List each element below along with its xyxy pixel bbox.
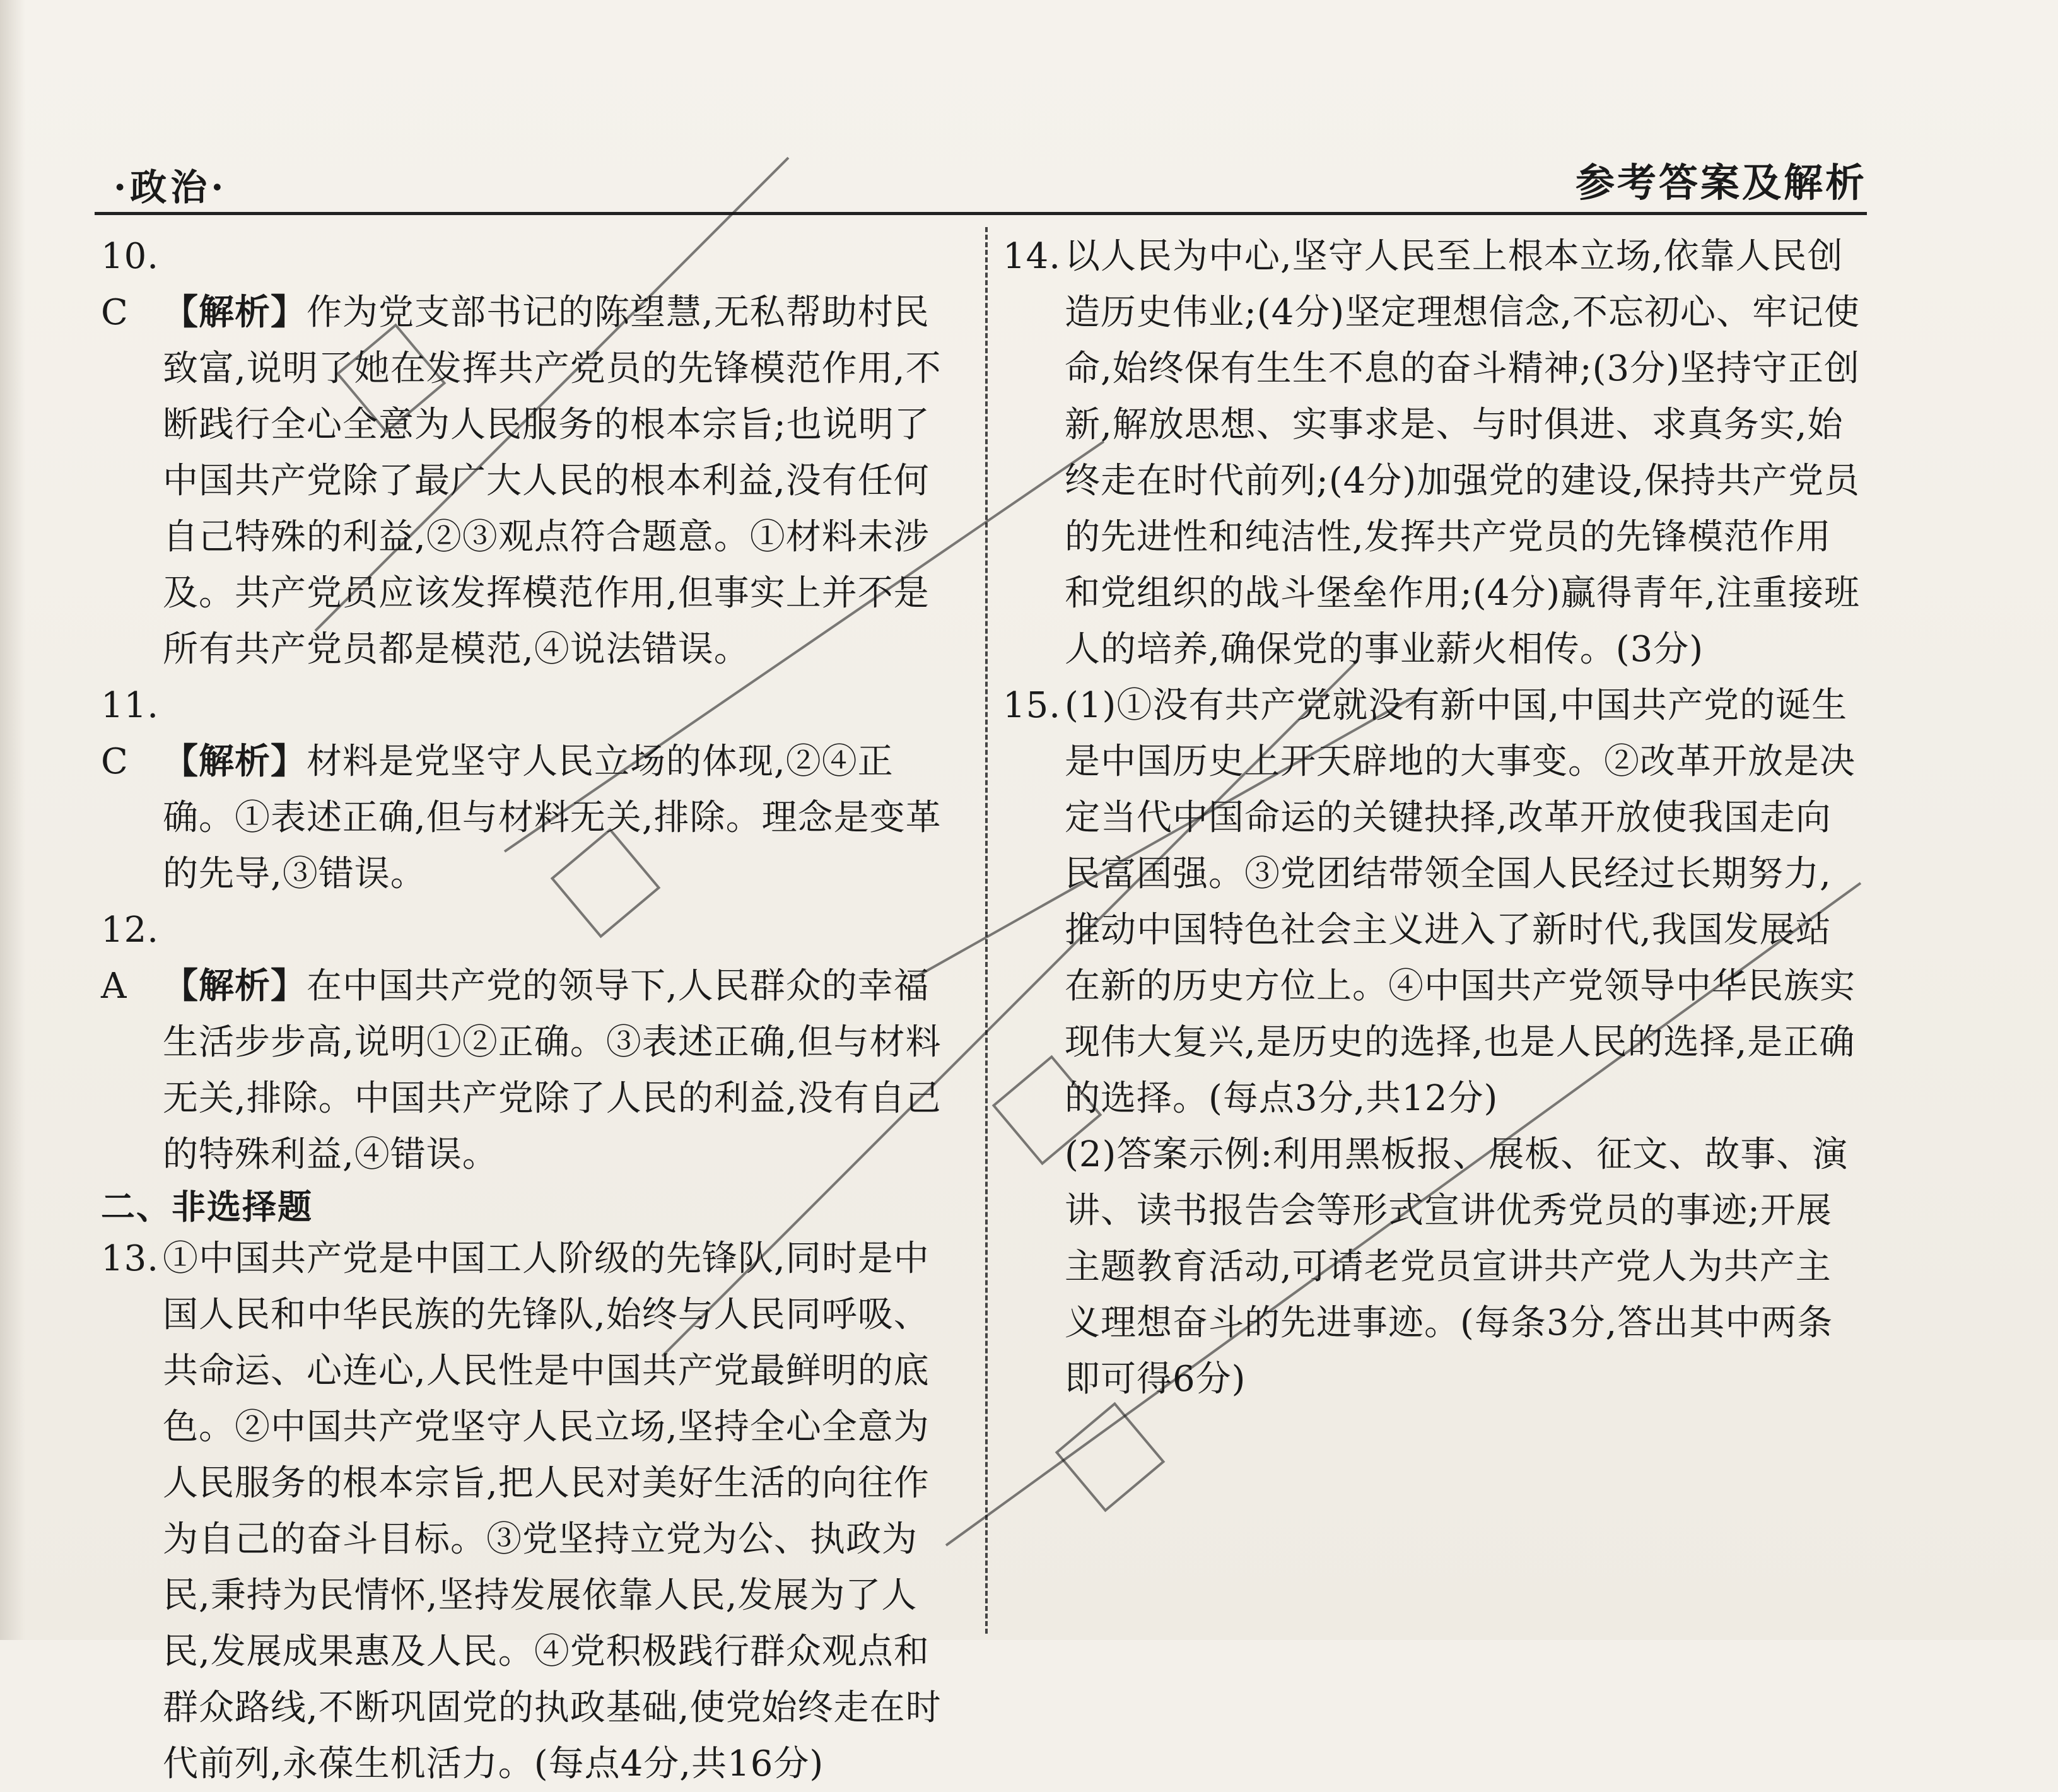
- question-number: 14.: [1003, 236, 1061, 277]
- answer-text: ①中国共产党是中国工人阶级的先锋队,同时是中国人民和中华民族的先锋队,始终与人民同呼吸、共命运、心连心,人民性是中国共产党最鲜明的底色。②中国共产党坚守人民立场,坚持全心全意为人民服务的根本宗旨,把人民对美好生活的向往作为自己的奋斗目标。③党坚持立党为公、执政为民,秉持为民情怀,坚持发展依靠人民,发展为了人民,发展成果惠及人民。④党积极践行群众观点和群众路线,不断巩固党的执政基础,使党始终走在时代前列,永葆生机活力。(每点4分,共16分): [163, 1238, 942, 1784]
- page-title: 参考答案及解析: [1575, 160, 1867, 206]
- subject-label: ·政治·: [114, 166, 228, 209]
- section-heading-nonchoice: 二、非选择题: [101, 1186, 313, 1227]
- left-column: [101, 228, 965, 1792]
- answer-13: [101, 1231, 965, 1792]
- question-number: 15.: [1003, 685, 1061, 726]
- answer-text: 材料是党坚守人民立场的体现,②④正确。①表述正确,但与材料无关,排除。理念是变革的先导,③错误。: [163, 741, 942, 894]
- answer-15-part1: [1003, 677, 1867, 1127]
- analysis-tag: 【解析】: [163, 741, 307, 782]
- page-header: [88, 158, 1867, 211]
- column-divider: [985, 227, 988, 1634]
- answer-12: [101, 902, 965, 1183]
- answer-text: 以人民为中心,坚守人民至上根本立场,依靠人民创造历史伟业;(4分)坚定理想信念,不忘初心、牢记使命,始终保有生生不息的奋斗精神;(3分)坚持守正创新,解放思想、实事求是、与时俱进、求真务实,始终走在时代前列;(4分)加强党的建设,保持共产党员的先进性和纯洁性,发挥共产党员的先锋模范作用和党组织的战斗堡垒作用;(4分)赢得青年,注重接班人的培养,确保党的事业薪火相传。(3分): [1065, 236, 1860, 670]
- answer-14: [1003, 228, 1867, 677]
- analysis-tag: 【解析】: [163, 291, 307, 333]
- answer-11: [101, 677, 965, 902]
- question-number: 13.: [101, 1238, 160, 1279]
- header-rule: [95, 212, 1867, 215]
- answer-text: (1)①没有共产党就没有新中国,中国共产党的诞生是中国历史上开天辟地的大事变。②改革开放是决定当代中国命运的关键抉择,改革开放使我国走向民富国强。③党团结带领全国人民经过长期努力,推动中国特色社会主义进入了新时代,我国发展站在新的历史方位上。④中国共产党领导中华民族实现伟大复兴,是历史的选择,也是人民的选择,是正确的选择。(每点3分,共12分): [1065, 685, 1856, 1119]
- question-number: 12.A: [101, 910, 160, 1007]
- page-edge-shadow: [0, 0, 25, 1640]
- question-number: 10.C: [101, 236, 160, 333]
- answer-15-part2: (2)答案示例:利用黑板报、展板、征文、故事、演讲、读书报告会等形式宣讲优秀党员的事迹;开展主题教育活动,可请老党员宣讲共产党人为共产主义理想奋斗的先进事迹。(每条3分,答出其中两条即可得6分): [1065, 1134, 1849, 1400]
- analysis-tag: 【解析】: [163, 965, 307, 1007]
- answer-10: [101, 228, 965, 677]
- right-column: [1003, 228, 1867, 1407]
- answer-text: 在中国共产党的领导下,人民群众的幸福生活步步高,说明①②正确。③表述正确,但与材料无关,排除。中国共产党除了人民的利益,没有自己的特殊利益,④错误。: [163, 966, 942, 1175]
- question-number: 11.C: [101, 685, 160, 782]
- answer-text: 作为党支部书记的陈望慧,无私帮助村民致富,说明了她在发挥共产党员的先锋模范作用,不断践行全心全意为人民服务的根本宗旨;也说明了中国共产党除了最广大人民的根本利益,没有任何自己特殊的利益,②③观点符合题意。①材料未涉及。共产党员应该发挥模范作用,但事实上并不是所有共产党员都是模范,④说法错误。: [163, 292, 942, 670]
